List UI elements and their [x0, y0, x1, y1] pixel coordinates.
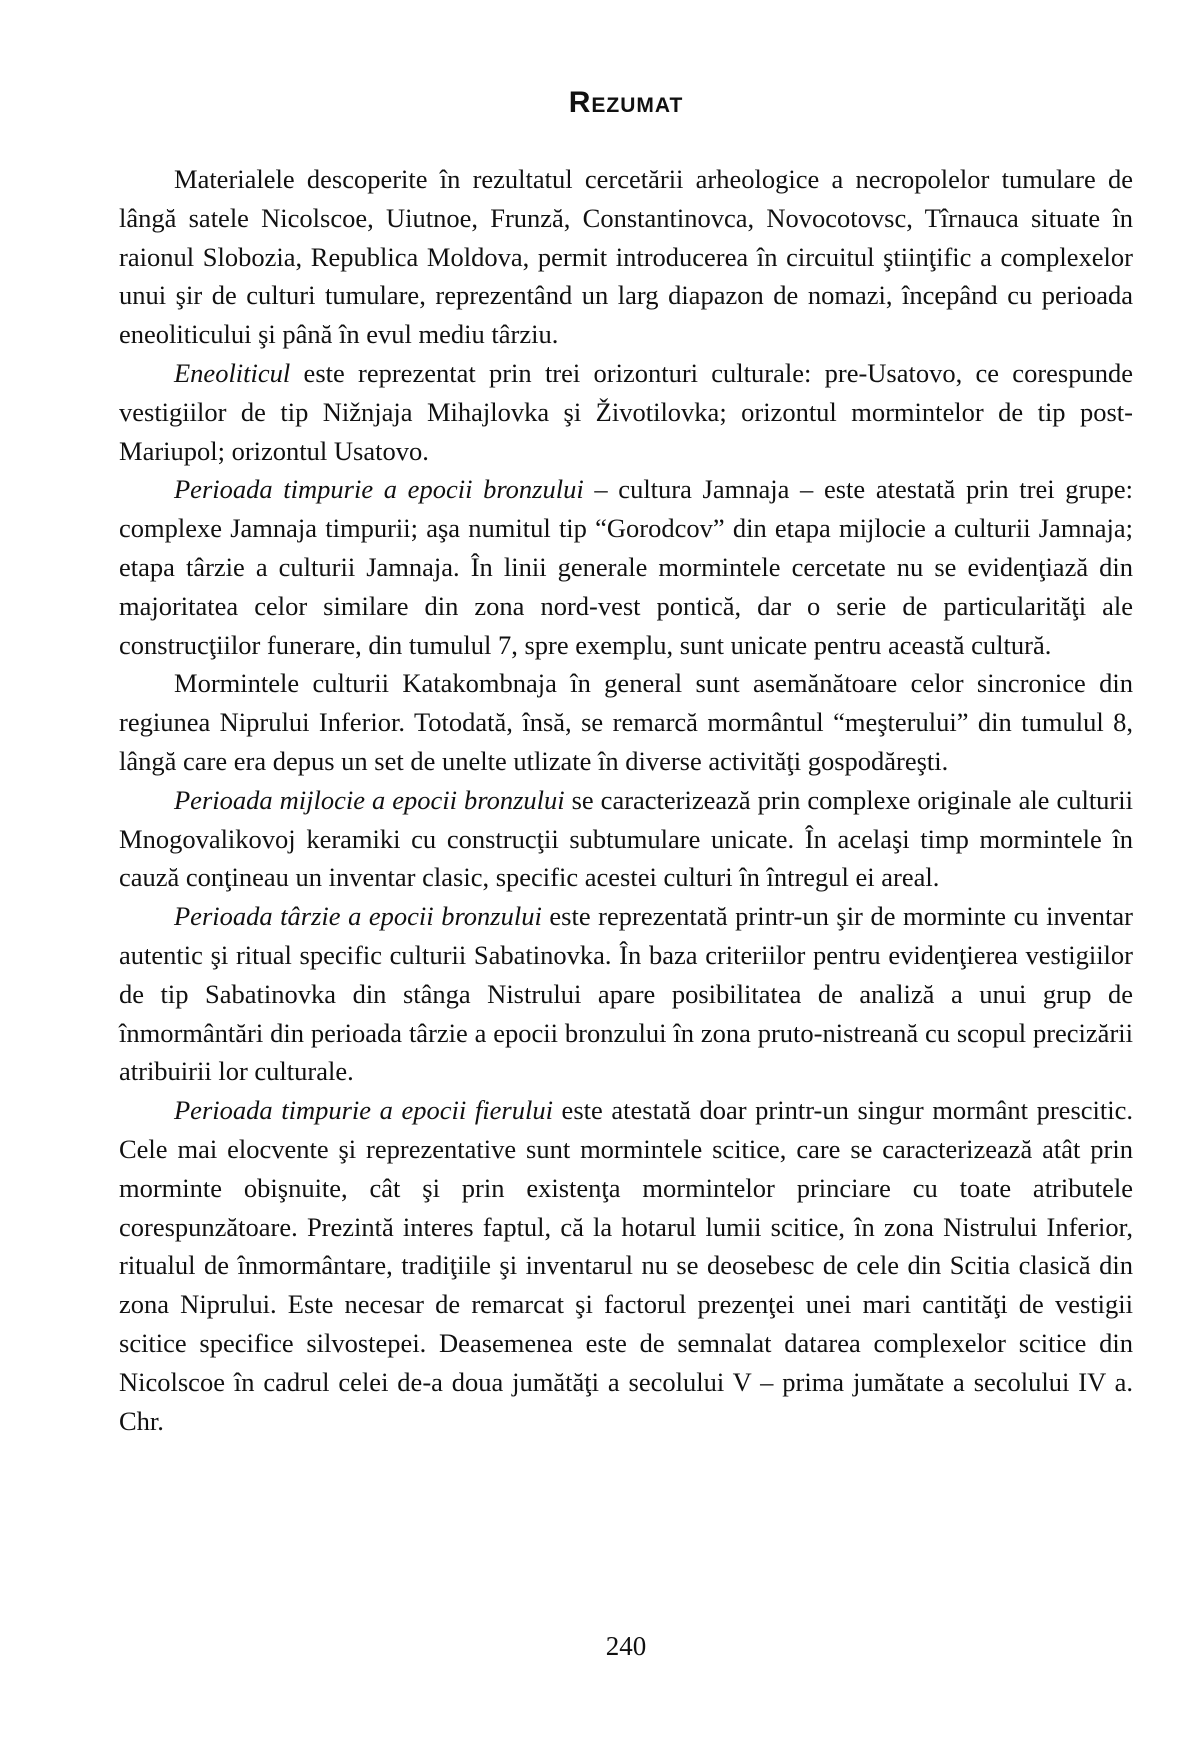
paragraph-text: Mormintele culturii Katakombnaja în general sunt asemănătoare celor sincronice din regiunea Niprului Inferior. Totodată, însă, se remarcă mormântul “meşterului” din tumulul 8, lângă care era depus un set de unelte utlizate în diverse activităţi gospodăreşti. [119, 668, 1133, 776]
paragraph [119, 160, 1133, 354]
paragraph [119, 781, 1133, 897]
paragraph [119, 1091, 1133, 1440]
page-title: Rezumat [568, 86, 684, 119]
paragraph-text: Materialele descoperite în rezultatul cercetării arheologice a necropolelor tumulare de lângă satele Nicolscoe, Uiutnoe, Frunză, Constantinovca, Novocotovsc, Tîrnauca situate în raionul Slobozia, Republica Moldova, permit introducerea în circuitul ştiinţific a complexelor unui şir de culturi tumulare, reprezentând un larg diapazon de nomazi, începând cu perioada eneoliticului şi până în evul mediu târziu. [119, 164, 1133, 350]
paragraph [119, 470, 1133, 664]
paragraph-text: – cultura Jamnaja – este atestată prin trei grupe: complexe Jamnaja timpurii; aşa numitul tip “Gorodcov” din etapa mijlocie a culturii Jamnaja; etapa târzie a culturii Jamnaja. În linii generale mormintele cercetate nu se evidenţiază din majoritatea celor similare din zona nord-vest pontică, dar o serie de particularităţi ale construcţiilor funerare, din tumulul 7, spre exemplu, sunt unicate pentru această cultură. [119, 474, 1133, 660]
paragraph-text: este atestată doar printr-un singur mormânt prescitic. Cele mai elocvente şi reprezentative sunt mormintele scitice, care se caracterizează atât prin morminte obişnuite, cât şi prin existenţa mormintelor princiare cu toate atributele corespunzătoare. Prezintă interes faptul, că la hotarul lumii scitice, în zona Nistrului Inferior, ritualul de înmormântare, tradiţiile şi inventarul nu se deosebesc de cele din Scitia clasică din zona Niprului. Este necesar de remarcat şi factorul prezenţei unei mari cantităţi de vestigii scitice specifice silvostepei. Deasemenea este de semnalat datarea complexelor scitice din Nicolscoe în cadrul celei de-a doua jumătăţi a secolului V – prima jumătate a secolului IV a. Chr. [119, 1095, 1133, 1436]
document-page [119, 0, 1133, 1757]
paragraph [119, 354, 1133, 470]
paragraph-label: Perioada timpurie a epocii bronzului [174, 474, 584, 505]
paragraph-label: Perioada timpurie a epocii fierului [174, 1095, 553, 1126]
paragraph-text: este reprezentată printr-un şir de morminte cu inventar autentic şi ritual specific culturii Sabatinovka. În baza criteriilor pentru evidenţierea vestigiilor de tip Sabatinovka din stânga Nistrului apare posibilitatea de analiză a unui grup de înmormântări din perioada târzie a epocii bronzului în zona pruto-nistreană cu scopul precizării atribuirii lor culturale. [119, 901, 1134, 1087]
paragraph-text: se caracterizează prin complexe originale ale culturii Mnogovalikovoj keramiki cu construcţii subtumulare unicate. În acelaşi timp mormintele în cauză conţineau un inventar clasic, specific acestei culturi în întregul ei areal. [119, 784, 1133, 893]
abstract-body [119, 160, 1133, 1440]
paragraph-label: Perioada mijlocie a epocii bronzului [174, 784, 565, 815]
paragraph-text: este reprezentat prin trei orizonturi culturale: pre-Usatovo, ce corespunde vestigiilor de tip Nižnjaja Mihajlovka şi Životilovka; orizontul mormintelor de tip post-Mariupol; orizontul Usatovo. [119, 357, 1133, 466]
paragraph [119, 897, 1133, 1091]
page-number: 240 [605, 1631, 647, 1661]
paragraph-label: Perioada târzie a epocii bronzului [174, 901, 542, 932]
paragraph [119, 664, 1133, 780]
paragraph-label: Eneoliticul [174, 357, 291, 388]
